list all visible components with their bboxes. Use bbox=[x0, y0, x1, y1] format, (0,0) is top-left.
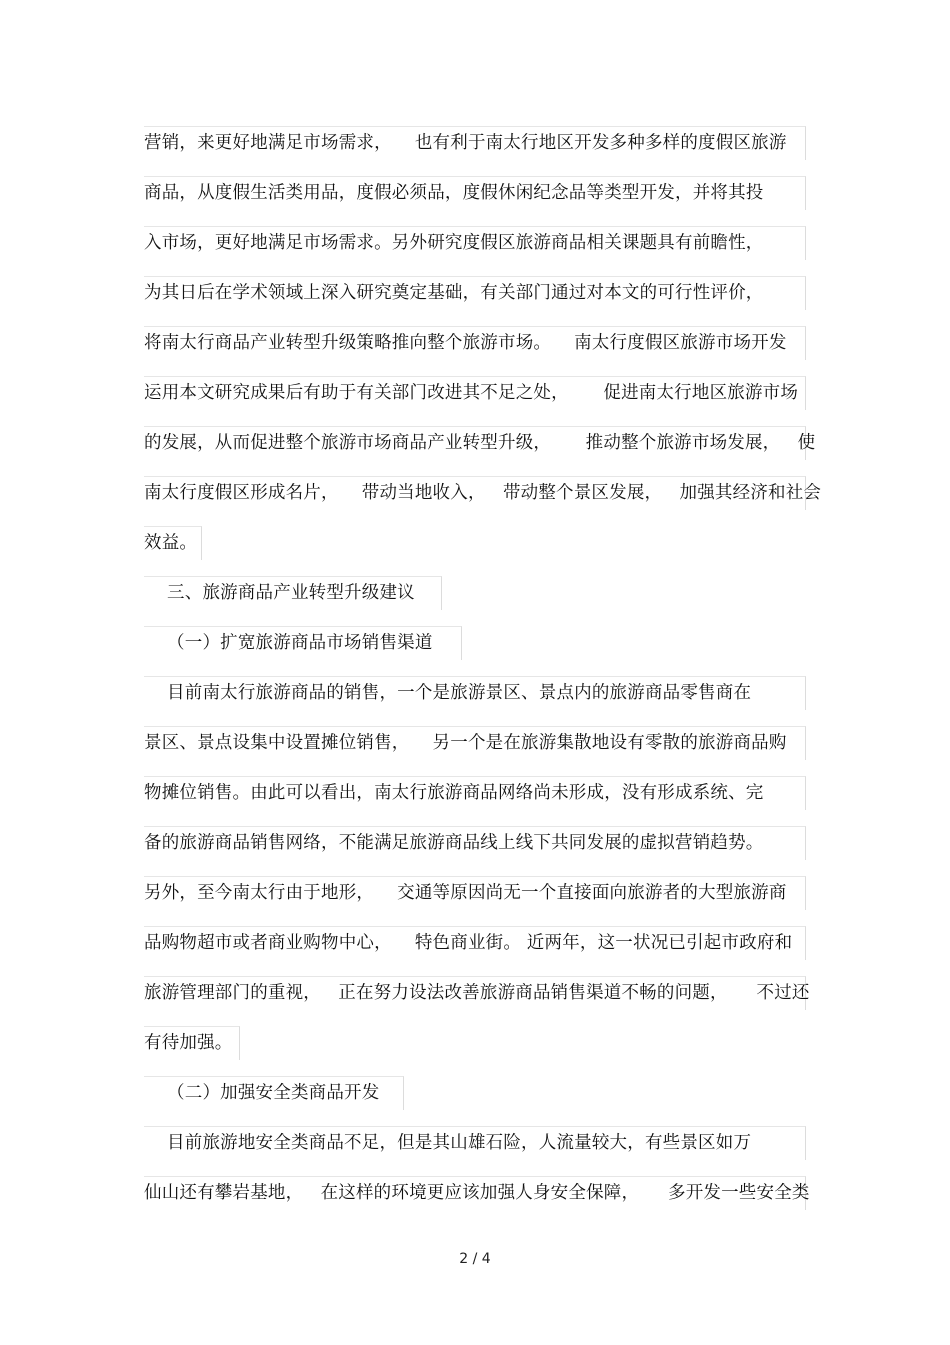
subsection-heading: （二）加强安全类商品开发 bbox=[144, 1083, 380, 1103]
body-text-line: 目前旅游地安全类商品不足，但是其山雄石险，人流量较大，有些景区如万 bbox=[144, 1133, 752, 1153]
body-text-line: 另外，至今南太行由于地形， 交通等原因尚无一个直接面向旅游者的大型旅游商 bbox=[144, 883, 787, 903]
body-text-line: 目前南太行旅游商品的销售，一个是旅游景区、景点内的旅游商品零售商在 bbox=[144, 683, 752, 703]
body-text-line: 南太行度假区形成名片， 带动当地收入， 带动整个景区发展， 加强其经济和社会 bbox=[144, 483, 822, 503]
body-text-line: 旅游管理部门的重视， 正在努力设法改善旅游商品销售渠道不畅的问题， 不过还 bbox=[144, 983, 810, 1003]
body-text-line: 将南太行商品产业转型升级策略推向整个旅游市场。 南太行度假区旅游市场开发 bbox=[144, 333, 787, 353]
body-text-line: 为其日后在学术领域上深入研究奠定基础，有关部门通过对本文的可行性评价， bbox=[144, 283, 764, 303]
body-text-line: 营销，来更好地满足市场需求， 也有利于南太行地区开发多种多样的度假区旅游 bbox=[144, 133, 787, 153]
body-text-line: 备的旅游商品销售网络，不能满足旅游商品线上线下共同发展的虚拟营销趋势。 bbox=[144, 833, 764, 853]
section-heading: 三、旅游商品产业转型升级建议 bbox=[144, 583, 415, 603]
body-text-line: 商品，从度假生活类用品，度假必须品，度假休闲纪念品等类型开发，并将其投 bbox=[144, 183, 764, 203]
body-text-line: 仙山还有攀岩基地， 在这样的环境更应该加强人身安全保障， 多开发一些安全类 bbox=[144, 1183, 810, 1203]
body-text-line: 物摊位销售。由此可以看出，南太行旅游商品网络尚未形成，没有形成系统、完 bbox=[144, 783, 764, 803]
subsection-heading: （一）扩宽旅游商品市场销售渠道 bbox=[144, 633, 433, 653]
body-text-line: 景区、景点设集中设置摊位销售， 另一个是在旅游集散地设有零散的旅游商品购 bbox=[144, 733, 787, 753]
body-text-line: 的发展，从而促进整个旅游市场商品产业转型升级， 推动整个旅游市场发展， 使 bbox=[144, 433, 816, 453]
body-text-line: 入市场，更好地满足市场需求。另外研究度假区旅游商品相关课题具有前瞻性， bbox=[144, 233, 764, 253]
body-text-line: 品购物超市或者商业购物中心， 特色商业街。 近两年，这一状况已引起市政府和 bbox=[144, 933, 793, 953]
page-number: 2 / 4 bbox=[459, 1251, 491, 1267]
body-text-line: 运用本文研究成果后有助于有关部门改进其不足之处， 促进南太行地区旅游市场 bbox=[144, 383, 799, 403]
body-text-line: 有待加强。 bbox=[144, 1033, 233, 1053]
body-text-line: 效益。 bbox=[144, 533, 198, 553]
